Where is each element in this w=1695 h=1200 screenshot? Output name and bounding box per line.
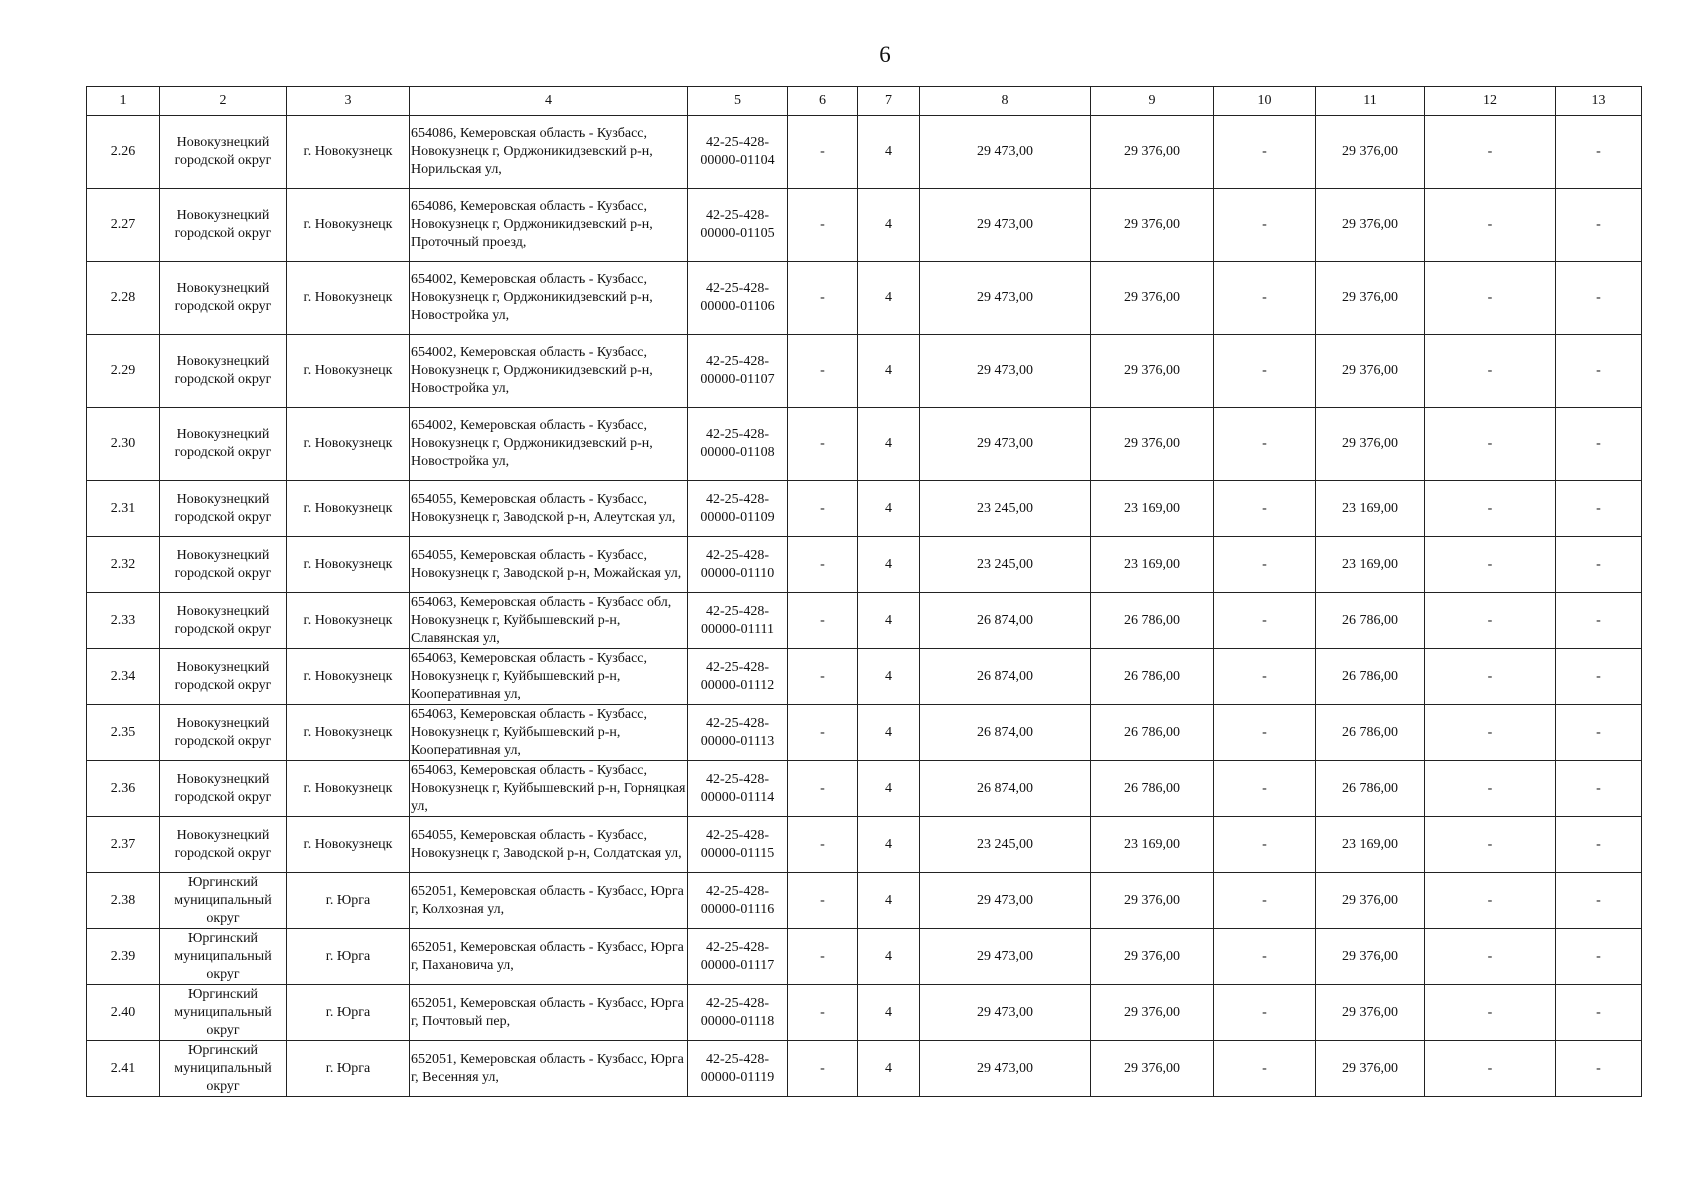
row-number: 2.26	[87, 116, 160, 189]
cell-col12: -	[1425, 481, 1556, 537]
cell-col11: 29 376,00	[1316, 408, 1425, 481]
cell-col7: 4	[858, 817, 920, 873]
cell-col8: 29 473,00	[920, 408, 1091, 481]
settlement: г. Новокузнецк	[287, 335, 410, 408]
cell-col9: 26 786,00	[1091, 705, 1214, 761]
cell-col6: -	[788, 116, 858, 189]
address: 654055, Кемеровская область - Кузбасс, Новокузнецк г, Заводской р-н, Солдатская ул,	[410, 817, 688, 873]
column-header: 11	[1316, 87, 1425, 116]
cell-col12: -	[1425, 189, 1556, 262]
cell-col7: 4	[858, 873, 920, 929]
cell-col8: 29 473,00	[920, 1041, 1091, 1097]
municipality: Новокузнецкий городской округ	[160, 705, 287, 761]
cell-col8: 29 473,00	[920, 189, 1091, 262]
address: 654063, Кемеровская область - Кузбасс, Новокузнецк г, Куйбышевский р-н, Кооперативная ул,	[410, 705, 688, 761]
cell-col8: 23 245,00	[920, 817, 1091, 873]
cell-col6: -	[788, 649, 858, 705]
row-number: 2.31	[87, 481, 160, 537]
cell-col10: -	[1214, 705, 1316, 761]
cell-col9: 29 376,00	[1091, 408, 1214, 481]
cell-col13: -	[1556, 873, 1642, 929]
cell-col10: -	[1214, 1041, 1316, 1097]
cell-col8: 29 473,00	[920, 335, 1091, 408]
cell-col13: -	[1556, 593, 1642, 649]
table-row	[87, 873, 1642, 929]
cell-col8: 29 473,00	[920, 262, 1091, 335]
row-number: 2.34	[87, 649, 160, 705]
cell-col13: -	[1556, 761, 1642, 817]
registry-code: 42-25-428-00000-01111	[688, 593, 788, 649]
cell-col13: -	[1556, 408, 1642, 481]
cell-col6: -	[788, 873, 858, 929]
settlement: г. Юрга	[287, 873, 410, 929]
cell-col12: -	[1425, 335, 1556, 408]
registry-code: 42-25-428-00000-01107	[688, 335, 788, 408]
cell-col9: 29 376,00	[1091, 116, 1214, 189]
cell-col13: -	[1556, 1041, 1642, 1097]
cell-col13: -	[1556, 262, 1642, 335]
address: 654063, Кемеровская область - Кузбасс, Новокузнецк г, Куйбышевский р-н, Кооперативная ул,	[410, 649, 688, 705]
cell-col6: -	[788, 189, 858, 262]
cell-col6: -	[788, 985, 858, 1041]
column-header: 13	[1556, 87, 1642, 116]
row-number: 2.28	[87, 262, 160, 335]
row-number: 2.37	[87, 817, 160, 873]
table-row	[87, 649, 1642, 705]
row-number: 2.35	[87, 705, 160, 761]
column-header: 10	[1214, 87, 1316, 116]
cell-col13: -	[1556, 116, 1642, 189]
cell-col6: -	[788, 481, 858, 537]
cell-col7: 4	[858, 189, 920, 262]
cell-col10: -	[1214, 408, 1316, 481]
cell-col6: -	[788, 1041, 858, 1097]
cell-col11: 23 169,00	[1316, 537, 1425, 593]
cell-col12: -	[1425, 408, 1556, 481]
cell-col9: 29 376,00	[1091, 262, 1214, 335]
column-header: 7	[858, 87, 920, 116]
municipality: Новокузнецкий городской округ	[160, 481, 287, 537]
cell-col7: 4	[858, 705, 920, 761]
cell-col8: 23 245,00	[920, 481, 1091, 537]
column-header: 4	[410, 87, 688, 116]
cell-col10: -	[1214, 593, 1316, 649]
address: 654055, Кемеровская область - Кузбасс, Новокузнецк г, Заводской р-н, Алеутская ул,	[410, 481, 688, 537]
cell-col7: 4	[858, 408, 920, 481]
table-body	[87, 116, 1642, 1097]
cell-col7: 4	[858, 929, 920, 985]
cell-col9: 26 786,00	[1091, 761, 1214, 817]
cell-col12: -	[1425, 929, 1556, 985]
registry-code: 42-25-428-00000-01110	[688, 537, 788, 593]
cell-col10: -	[1214, 116, 1316, 189]
cell-col12: -	[1425, 705, 1556, 761]
table-row	[87, 705, 1642, 761]
page-number: 6	[879, 42, 891, 67]
address: 652051, Кемеровская область - Кузбасс, Юрга г, Весенняя ул,	[410, 1041, 688, 1097]
cell-col12: -	[1425, 817, 1556, 873]
settlement: г. Юрга	[287, 929, 410, 985]
cell-col6: -	[788, 537, 858, 593]
cell-col13: -	[1556, 929, 1642, 985]
cell-col6: -	[788, 593, 858, 649]
table-row	[87, 929, 1642, 985]
row-number: 2.27	[87, 189, 160, 262]
address: 654063, Кемеровская область - Кузбасс обл, Новокузнецк г, Куйбышевский р-н, Славянская ул,	[410, 593, 688, 649]
cell-col12: -	[1425, 537, 1556, 593]
cell-col12: -	[1425, 761, 1556, 817]
settlement: г. Новокузнецк	[287, 408, 410, 481]
settlement: г. Новокузнецк	[287, 761, 410, 817]
table-row	[87, 189, 1642, 262]
address: 652051, Кемеровская область - Кузбасс, Юрга г, Почтовый пер,	[410, 985, 688, 1041]
table-row	[87, 335, 1642, 408]
cell-col10: -	[1214, 817, 1316, 873]
table-row	[87, 116, 1642, 189]
municipality: Новокузнецкий городской округ	[160, 262, 287, 335]
cell-col11: 23 169,00	[1316, 481, 1425, 537]
row-number: 2.32	[87, 537, 160, 593]
cell-col10: -	[1214, 189, 1316, 262]
address: 654063, Кемеровская область - Кузбасс, Новокузнецк г, Куйбышевский р-н, Горняцкая ул,	[410, 761, 688, 817]
cell-col8: 26 874,00	[920, 705, 1091, 761]
cell-col11: 23 169,00	[1316, 817, 1425, 873]
cell-col6: -	[788, 408, 858, 481]
cell-col12: -	[1425, 873, 1556, 929]
municipality: Новокузнецкий городской округ	[160, 116, 287, 189]
address: 652051, Кемеровская область - Кузбасс, Юрга г, Пахановича ул,	[410, 929, 688, 985]
registry-table	[86, 86, 1642, 1097]
column-header: 5	[688, 87, 788, 116]
municipality: Юргинский муниципальный округ	[160, 873, 287, 929]
cell-col7: 4	[858, 262, 920, 335]
cell-col11: 26 786,00	[1316, 761, 1425, 817]
settlement: г. Юрга	[287, 1041, 410, 1097]
cell-col13: -	[1556, 817, 1642, 873]
cell-col9: 29 376,00	[1091, 985, 1214, 1041]
cell-col11: 29 376,00	[1316, 335, 1425, 408]
column-header: 12	[1425, 87, 1556, 116]
cell-col8: 29 473,00	[920, 985, 1091, 1041]
table-row	[87, 817, 1642, 873]
municipality: Юргинский муниципальный округ	[160, 929, 287, 985]
cell-col13: -	[1556, 705, 1642, 761]
row-number: 2.41	[87, 1041, 160, 1097]
cell-col10: -	[1214, 481, 1316, 537]
cell-col11: 29 376,00	[1316, 985, 1425, 1041]
cell-col13: -	[1556, 481, 1642, 537]
cell-col7: 4	[858, 985, 920, 1041]
cell-col11: 29 376,00	[1316, 873, 1425, 929]
settlement: г. Новокузнецк	[287, 189, 410, 262]
cell-col9: 26 786,00	[1091, 649, 1214, 705]
address: 652051, Кемеровская область - Кузбасс, Юрга г, Колхозная ул,	[410, 873, 688, 929]
cell-col10: -	[1214, 335, 1316, 408]
settlement: г. Новокузнецк	[287, 649, 410, 705]
cell-col12: -	[1425, 262, 1556, 335]
row-number: 2.39	[87, 929, 160, 985]
table-row	[87, 408, 1642, 481]
address: 654002, Кемеровская область - Кузбасс, Новокузнецк г, Орджоникидзевский р-н, Новостройка ул,	[410, 262, 688, 335]
cell-col13: -	[1556, 649, 1642, 705]
municipality: Новокузнецкий городской округ	[160, 593, 287, 649]
column-header: 3	[287, 87, 410, 116]
cell-col12: -	[1425, 1041, 1556, 1097]
column-header: 2	[160, 87, 287, 116]
municipality: Новокузнецкий городской округ	[160, 761, 287, 817]
cell-col9: 23 169,00	[1091, 537, 1214, 593]
cell-col11: 26 786,00	[1316, 705, 1425, 761]
header-row	[87, 87, 1642, 116]
table-row	[87, 593, 1642, 649]
row-number: 2.29	[87, 335, 160, 408]
cell-col11: 29 376,00	[1316, 929, 1425, 985]
cell-col13: -	[1556, 189, 1642, 262]
registry-code: 42-25-428-00000-01112	[688, 649, 788, 705]
cell-col11: 29 376,00	[1316, 189, 1425, 262]
settlement: г. Новокузнецк	[287, 593, 410, 649]
settlement: г. Новокузнецк	[287, 262, 410, 335]
municipality: Юргинский муниципальный округ	[160, 985, 287, 1041]
registry-code: 42-25-428-00000-01105	[688, 189, 788, 262]
cell-col6: -	[788, 335, 858, 408]
cell-col8: 23 245,00	[920, 537, 1091, 593]
table-row	[87, 1041, 1642, 1097]
cell-col7: 4	[858, 761, 920, 817]
cell-col9: 23 169,00	[1091, 817, 1214, 873]
registry-code: 42-25-428-00000-01108	[688, 408, 788, 481]
settlement: г. Новокузнецк	[287, 481, 410, 537]
cell-col8: 26 874,00	[920, 649, 1091, 705]
cell-col10: -	[1214, 761, 1316, 817]
row-number: 2.33	[87, 593, 160, 649]
cell-col10: -	[1214, 985, 1316, 1041]
address: 654086, Кемеровская область - Кузбасс, Новокузнецк г, Орджоникидзевский р-н, Проточный проезд,	[410, 189, 688, 262]
cell-col12: -	[1425, 593, 1556, 649]
row-number: 2.36	[87, 761, 160, 817]
cell-col6: -	[788, 705, 858, 761]
cell-col6: -	[788, 262, 858, 335]
cell-col11: 26 786,00	[1316, 649, 1425, 705]
cell-col13: -	[1556, 537, 1642, 593]
cell-col8: 29 473,00	[920, 116, 1091, 189]
cell-col9: 29 376,00	[1091, 873, 1214, 929]
cell-col9: 29 376,00	[1091, 1041, 1214, 1097]
cell-col10: -	[1214, 929, 1316, 985]
settlement: г. Юрга	[287, 985, 410, 1041]
cell-col11: 26 786,00	[1316, 593, 1425, 649]
cell-col7: 4	[858, 537, 920, 593]
row-number: 2.30	[87, 408, 160, 481]
cell-col13: -	[1556, 335, 1642, 408]
registry-code: 42-25-428-00000-01113	[688, 705, 788, 761]
address: 654002, Кемеровская область - Кузбасс, Новокузнецк г, Орджоникидзевский р-н, Новостройка ул,	[410, 408, 688, 481]
table-row	[87, 761, 1642, 817]
cell-col10: -	[1214, 262, 1316, 335]
cell-col13: -	[1556, 985, 1642, 1041]
settlement: г. Новокузнецк	[287, 116, 410, 189]
table-row	[87, 262, 1642, 335]
column-header: 9	[1091, 87, 1214, 116]
cell-col7: 4	[858, 1041, 920, 1097]
registry-code: 42-25-428-00000-01104	[688, 116, 788, 189]
column-header: 1	[87, 87, 160, 116]
cell-col6: -	[788, 817, 858, 873]
municipality: Новокузнецкий городской округ	[160, 649, 287, 705]
cell-col11: 29 376,00	[1316, 116, 1425, 189]
registry-code: 42-25-428-00000-01119	[688, 1041, 788, 1097]
cell-col8: 26 874,00	[920, 761, 1091, 817]
cell-col11: 29 376,00	[1316, 1041, 1425, 1097]
cell-col11: 29 376,00	[1316, 262, 1425, 335]
cell-col10: -	[1214, 537, 1316, 593]
address: 654002, Кемеровская область - Кузбасс, Новокузнецк г, Орджоникидзевский р-н, Новостройка ул,	[410, 335, 688, 408]
cell-col7: 4	[858, 335, 920, 408]
table-row	[87, 985, 1642, 1041]
table-row	[87, 537, 1642, 593]
column-header: 8	[920, 87, 1091, 116]
column-header: 6	[788, 87, 858, 116]
cell-col7: 4	[858, 481, 920, 537]
registry-code: 42-25-428-00000-01115	[688, 817, 788, 873]
registry-code: 42-25-428-00000-01117	[688, 929, 788, 985]
row-number: 2.38	[87, 873, 160, 929]
cell-col9: 23 169,00	[1091, 481, 1214, 537]
registry-code: 42-25-428-00000-01106	[688, 262, 788, 335]
row-number: 2.40	[87, 985, 160, 1041]
cell-col7: 4	[858, 593, 920, 649]
municipality: Новокузнецкий городской округ	[160, 537, 287, 593]
cell-col7: 4	[858, 649, 920, 705]
cell-col12: -	[1425, 116, 1556, 189]
cell-col10: -	[1214, 649, 1316, 705]
registry-code: 42-25-428-00000-01118	[688, 985, 788, 1041]
cell-col8: 29 473,00	[920, 873, 1091, 929]
cell-col10: -	[1214, 873, 1316, 929]
registry-code: 42-25-428-00000-01114	[688, 761, 788, 817]
cell-col9: 29 376,00	[1091, 929, 1214, 985]
settlement: г. Новокузнецк	[287, 817, 410, 873]
table-header	[87, 87, 1642, 116]
municipality: Новокузнецкий городской округ	[160, 408, 287, 481]
municipality: Новокузнецкий городской округ	[160, 189, 287, 262]
cell-col6: -	[788, 929, 858, 985]
cell-col9: 29 376,00	[1091, 335, 1214, 408]
municipality: Юргинский муниципальный округ	[160, 1041, 287, 1097]
address: 654086, Кемеровская область - Кузбасс, Новокузнецк г, Орджоникидзевский р-н, Норильская ул,	[410, 116, 688, 189]
table-row	[87, 481, 1642, 537]
cell-col8: 29 473,00	[920, 929, 1091, 985]
municipality: Новокузнецкий городской округ	[160, 335, 287, 408]
municipality: Новокузнецкий городской округ	[160, 817, 287, 873]
registry-code: 42-25-428-00000-01116	[688, 873, 788, 929]
settlement: г. Новокузнецк	[287, 705, 410, 761]
cell-col12: -	[1425, 649, 1556, 705]
cell-col8: 26 874,00	[920, 593, 1091, 649]
cell-col9: 26 786,00	[1091, 593, 1214, 649]
cell-col7: 4	[858, 116, 920, 189]
registry-code: 42-25-428-00000-01109	[688, 481, 788, 537]
address: 654055, Кемеровская область - Кузбасс, Новокузнецк г, Заводской р-н, Можайская ул,	[410, 537, 688, 593]
cell-col6: -	[788, 761, 858, 817]
cell-col9: 29 376,00	[1091, 189, 1214, 262]
settlement: г. Новокузнецк	[287, 537, 410, 593]
cell-col12: -	[1425, 985, 1556, 1041]
